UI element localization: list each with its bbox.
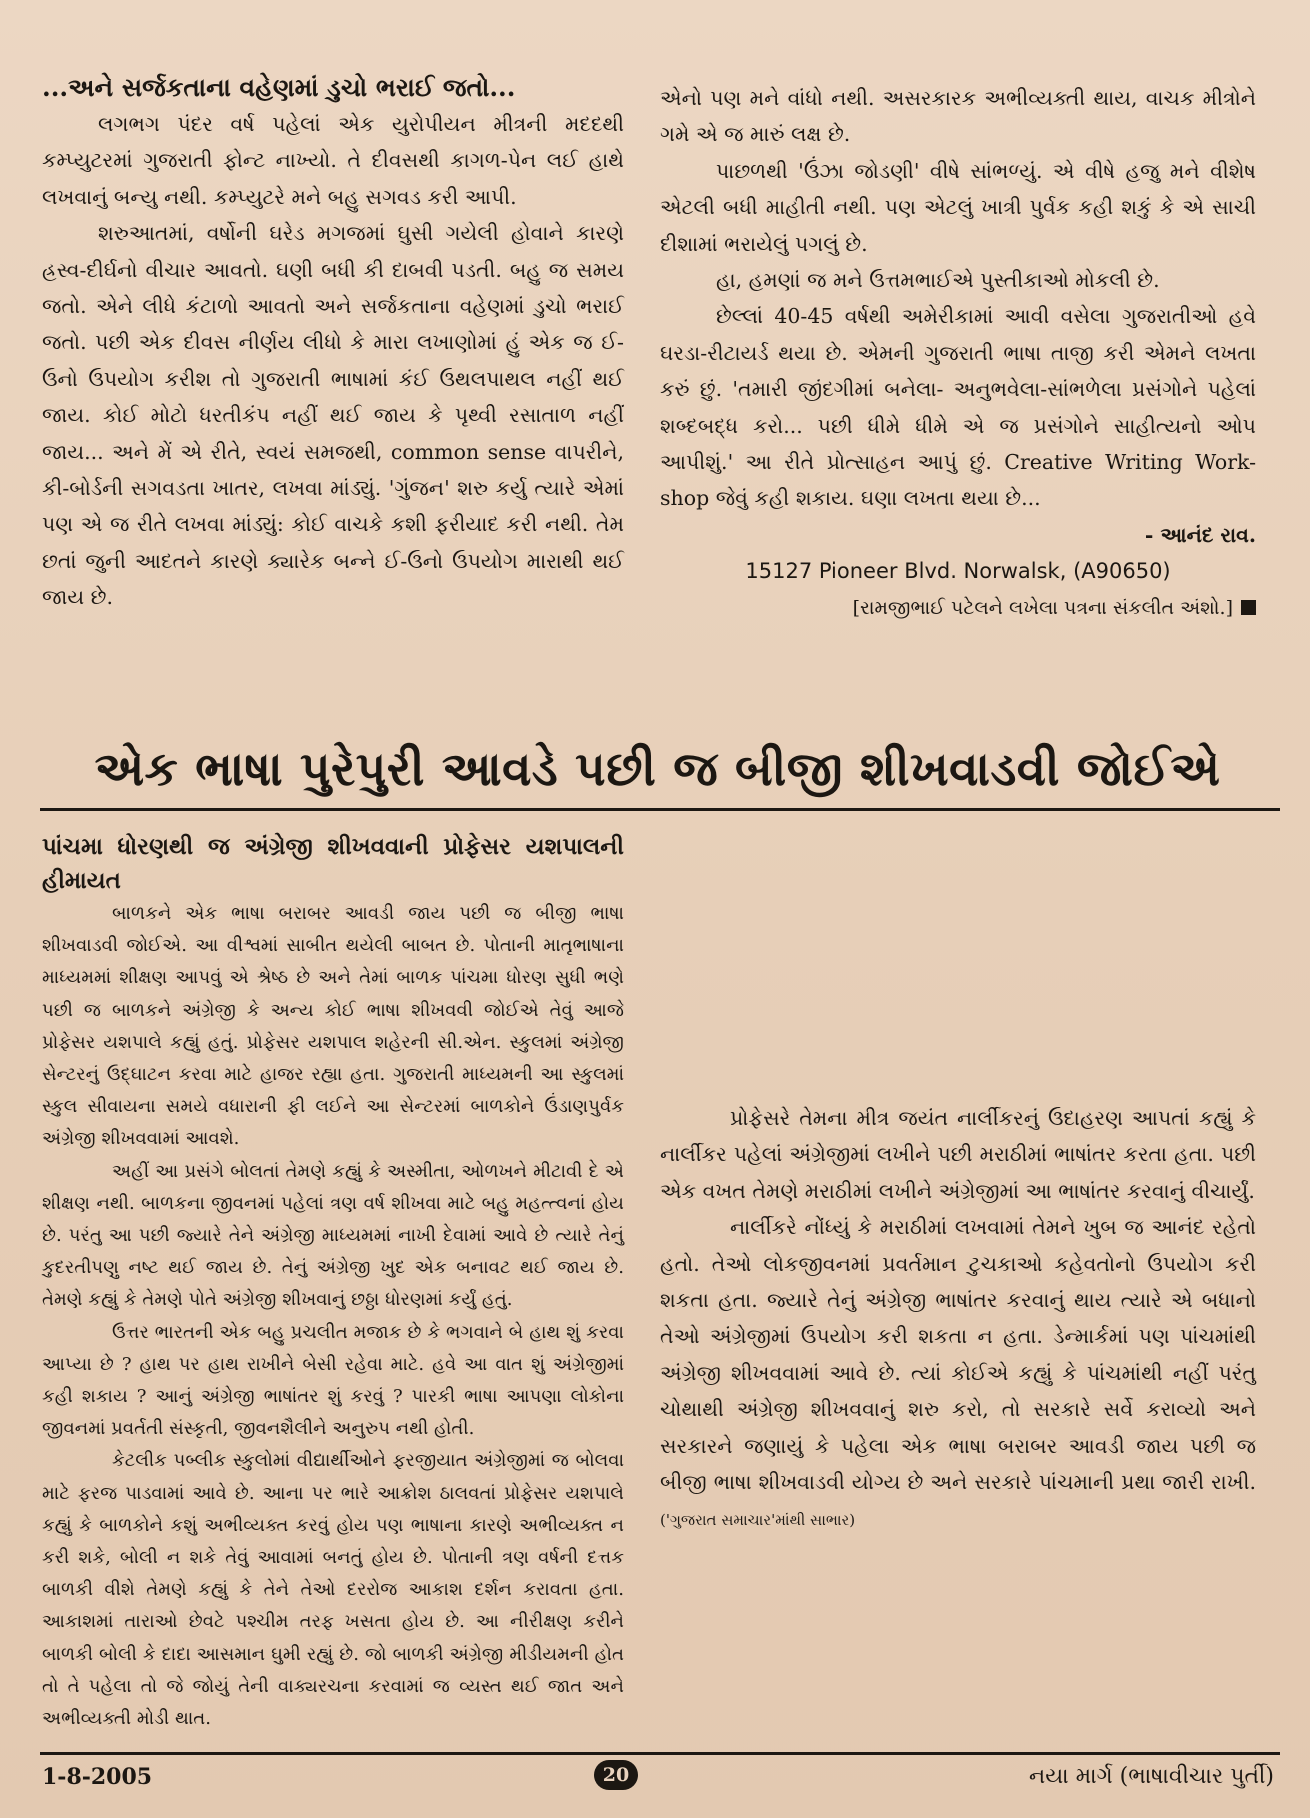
letter-paragraph: શરુઆતમાં, વર્ષોની ઘરેડ મગજમાં ઘુસી ગયેલી હોવાને કારણે હ્રસ્વ-દીર્ઘનો વીચાર આવતો. ઘણી બધી કી દાબવી પડતી. બહુ જ સમય જતો. એને લીધે કંટાળો આવતો અને સર્જકતાના વહેણમાં ડુચો ભરાઈ જતો. પછી એક દીવસ નીર્ણય લીધો કે મારા લખાણોમાં હું એક જ ઈ-ઉનો ઉપયોગ કરીશ તો ગુજરાતી ભાષામાં કંઈ ઉથલપાથલ નહીં થઈ જાય. કોઈ મોટો ધરતીકંપ નહીં થઈ જાય કે પૃથ્વી રસાતાળ નહીં જાય... અને મેં એ રીતે, સ્વયં સમજથી, common sense વાપરીને, કી-બોર્ડની સગવડતા ખાતર, લખવા માંડ્યું. 'ગુંજન' શરુ કર્યુ ત્યારે એમાં પણ એ જ રીતે લખવા માંડ્યું: કોઈ વાચકે કશી ફરીયાદ કરી નથી. તેમ છતાં જુની આદતને કારણે ક્યારેક બન્ને ઈ-ઉનો ઉપયોગ મારાથી થઈ જાય છે.	[42, 221, 624, 610]
letter-paragraph: છેલ્લાં 40-45 વર્ષથી અમેરીકામાં આવી વસેલા ગુજરાતીઓ હવે ઘરડા-રીટાયર્ડ થયા છે. એમની ગુજરાતી ભાષા તાજી કરી એમને લખતા કરું છું. 'તમારી જીંદગીમાં બનેલા- અનુભવેલા-સાંભળેલા પ્રસંગોને પહેલાં શબ્દબદ્ધ કરો... પછી ધીમે ધીમે એ જ પ્રસંગોને સાહીત્યનો ઓપ આપીશું.' આ રીતે પ્રોત્સાહન આપું છું. Creative Writing Work-shop જેવું કહી શકાય. ઘણા લખતા થયા છે...	[660, 304, 1256, 511]
footer-title: નયા માર્ગ (ભાષાવીચાર પુર્તી)	[1028, 1764, 1274, 1789]
letter-column-left	[42, 70, 624, 616]
article-paragraph: અહીં આ પ્રસંગે બોલતાં તેમણે કહ્યું કે અસ્મીતા, ઓળખને મીટાવી દે એ શીક્ષણ નથી. બાળકના જીવનમાં પહેલાં ત્રણ વર્ષ શીખવા માટે બહુ મહત્ત્વનાં હોય છે. પરંતુ આ પછી જ્યારે તેને અંગ્રેજી માધ્યમમાં નાખી દેવામાં આવે છે ત્યારે તેનું કુદરતીપણુ નષ્ટ થઈ જાય છે. તેનું અંગ્રેજી ખુદ એક બનાવટ થઈ જાય છે. તેમણે કહ્યું કે તેમણે પોતે અંગ્રેજી શીખવાનું છઠ્ઠા ધોરણમાં કર્યું હતું.	[42, 1160, 624, 1311]
article-paragraph: કેટલીક પબ્લીક સ્કુલોમાં વીદ્યાર્થીઓને ફરજીયાત અંગ્રેજીમાં જ બોલવા માટે ફરજ પાડવામાં આવે છે. આના પર ભારે આક્રોશ ઠાલવતાં પ્રોફેસર યશપાલે કહ્યું કે બાળકોને કશું અભીવ્યક્ત કરવું હોય પણ ભાષાના કારણે અભીવ્યક્ત ન કરી શકે, બોલી ન શકે તેવું આવામાં બનતું હોય છે. પોતાની ત્રણ વર્ષની દત્તક બાળકી વીશે તેમણે કહ્યું કે તેને તેઓ દરરોજ આકાશ દર્શન કરાવતા હતા. આકાશમાં તારાઓ છેવટે પશ્ચીમ તરફ ખસતા હોય છે. આ નીરીક્ષણ કરીને બાળકી બોલી કે દાદા આસમાન ઘુમી રહ્યું છે. જો બાળકી અંગ્રેજી મીડીયમની હોત તો તે પહેલા તો જે જોયું તેની વાક્યરચના કરવામાં જ વ્યસ્ત થઈ જાત અને અભીવ્યક્તી મોડી થાત.	[42, 1450, 624, 1730]
article-source: ('ગુજરાત સમાચાર'માંથી સાભાર)	[660, 1511, 856, 1530]
article-paragraph	[660, 1209, 1256, 1539]
article-headline: એક ભાષા પુરેપુરી આવડે પછી જ બીજી શીખવાડવી જોઈએ	[94, 742, 1221, 797]
letter-paragraph: એનો પણ મને વાંધો નથી. અસરકારક અભીવ્યક્તી થાય, વાચક મીત્રોને ગમે એ જ મારું લક્ષ છે.	[660, 86, 1256, 147]
article-column-right	[660, 1100, 1256, 1539]
letter-signature: - આનંદ રાવ.	[1144, 522, 1256, 547]
letter-column-right	[660, 80, 1256, 626]
article-subheading: પાંચમા ધોરણથી જ અંગ્રેજી શીખવવાની પ્રોફેસર યશપાલની હીમાયત	[42, 833, 624, 894]
footer-date: 1-8-2005	[42, 1764, 153, 1790]
article-paragraph: ઉત્તર ભારતની એક બહુ પ્રચલીત મજાક છે કે ભગવાને બે હાથ શું કરવા આપ્યા છે ? હાથ પર હાથ રાખીને બેસી રહેવા માટે. હવે આ વાત શું અંગ્રેજીમાં કહી શકાય ? આનું અંગ્રેજી ભાષાંતર શું કરવું ? પારકી ભાષા આપણા લોકોના જીવનમાં પ્રવર્તતી સંસ્કૃતી, જીવનશૈલીને અનુરુપ નથી હોતી.	[42, 1321, 624, 1440]
letter-paragraph: હા, હમણાં જ મને ઉત્તમભાઈએ પુસ્તીકાઓ મોકલી છે.	[716, 268, 1160, 293]
footer-rule	[40, 1752, 1280, 1755]
article-column-left	[42, 830, 624, 1735]
letter-note	[660, 590, 1256, 626]
letter-paragraph: પાછળથી 'ઉંઝા જોડણી' વીષે સાંભળ્યું. એ વીષે હજુ મને વીશેષ એટલી બધી માહીતી નથી. પણ એટલું ખાત્રી પુર્વક કહી શકું કે એ સાચી દીશામાં ભરાયેલું પગલું છે.	[660, 158, 1256, 256]
headline-rule	[40, 808, 1280, 811]
end-mark-icon	[1241, 600, 1256, 615]
article-paragraph: બાળકને એક ભાષા બરાબર આવડી જાય પછી જ બીજી ભાષા શીખવાડવી જોઈએ. આ વીશ્વમાં સાબીત થયેલી બાબત છે. પોતાની માતૃભાષાના માધ્યમમાં શીક્ષણ આપવું એ શ્રેષ્ઠ છે અને તેમાં બાળક પાંચમા ધોરણ સુધી ભણે પછી જ બાળકને અંગ્રેજી કે અન્ય કોઈ ભાષા શીખવવી જોઈએ તેવું આજે પ્રોફેસર યશપાલે કહ્યું હતું. પ્રોફેસર યશપાલ શહેરની સી.એન. સ્કુલમાં અંગ્રેજી સેન્ટરનું ઉદ્ઘાટન કરવા માટે હાજર રહ્યા હતા. ગુજરાતી માધ્યમની આ સ્કુલમાં સ્કુલ સીવાયના સમયે વધારાની ફી લઈને આ સેન્ટરમાં બાળકોને ઉંડાણપુર્વક અંગ્રેજી શીખવવામાં આવશે.	[42, 903, 624, 1150]
letter-note-text: [રામજીભાઈ પટેલને લખેલા પત્રના સંકલીત અંશો.]	[852, 596, 1233, 619]
letter-address: 15127 Pioneer Blvd. Norwalsk, (A90650)	[745, 559, 1171, 584]
article-paragraph: પ્રોફેસરે તેમના મીત્ર જયંત નાર્લીકરનું ઉદાહરણ આપતાં કહ્યું કે નાર્લીકર પહેલાં અંગ્રેજીમાં લખીને પછી મરાઠીમાં ભાષાંતર કરતા હતા. પછી એક વખત તેમણે મરાઠીમાં લખીને અંગ્રેજીમાં આ ભાષાંતર કરવાનું વીચાર્યું.	[660, 1106, 1256, 1203]
page-number: 20	[594, 1760, 638, 1790]
letter-paragraph: લગભગ પંદર વર્ષ પહેલાં એક યુરોપીયન મીત્રની મદદથી કમ્પ્યુટરમાં ગુજરાતી ફોન્ટ નાખ્યો. તે દીવસથી કાગળ-પેન લઈ હાથે લખવાનું બન્યુ નથી. કમ્પ્યુટરે મને બહુ સગવડ કરી આપી.	[42, 112, 624, 209]
letter-heading: ...અને સર્જકતાના વહેણમાં ડુચો ભરાઈ જતો...	[42, 73, 516, 102]
article-paragraph-text: નાર્લીકરે નોંધ્યું કે મરાઠીમાં લખવામાં તેમને ખુબ જ આનંદ રહેતો હતો. તેઓ લોકજીવનમાં પ્રવર્તમાન ટુચકાઓ કહેવતોનો ઉપયોગ કરી શકતા હતા. જ્યારે તેનું અંગ્રેજી ભાષાંતર કરવાનું થાય ત્યારે એ બધાનો તેઓ અંગ્રેજીમાં ઉપયોગ કરી શકતા ન હતા. ડેન્માર્કમાં પણ પાંચમાંથી અંગ્રેજી શીખવવામાં આવે છે. ત્યાં કોઈએ કહ્યું કે પાંચમાંથી નહીં પરંતુ ચોથાથી અંગ્રેજી શીખવવાનું શરુ કરો, તો સરકારે સર્વે કરાવ્યો અને સરકારને જણાયું કે પહેલા એક ભાષા બરાબર આવડી જાય પછી જ બીજી ભાષા શીખવાડવી યોગ્ય છે અને સરકારે પાંચમાની પ્રથા જારી રાખી.	[660, 1215, 1256, 1495]
